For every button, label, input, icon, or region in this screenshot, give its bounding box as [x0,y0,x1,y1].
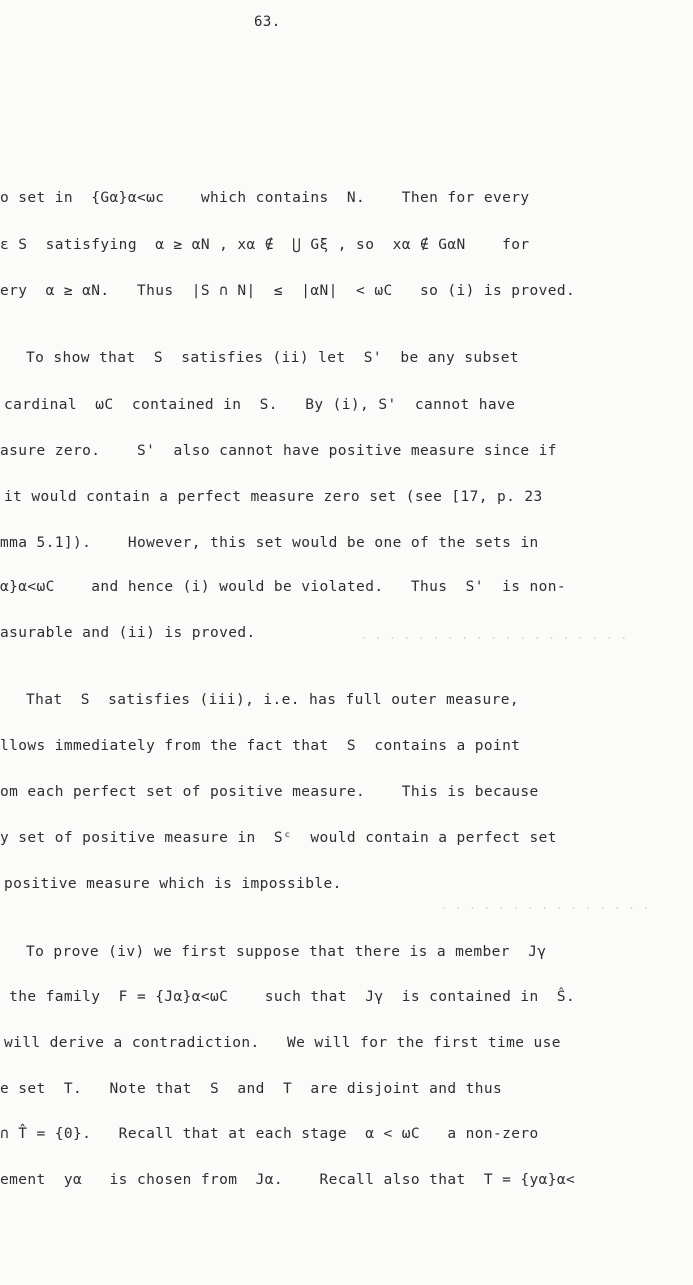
text-line: it would contain a perfect measure zero set (see [17, p. 23 [4,489,543,505]
text-line: the family F = {Jα}α<ωC such that Jγ is contained in Ŝ. [0,989,576,1005]
text-line: ement yα is chosen from Jα. Recall also that T = {yα}α< [0,1172,576,1188]
text-line: ery α ≥ αN. Thus |S ∩ N| ≤ |αN| < ωC so (i) is proved. [0,283,576,299]
text-line: will derive a contradiction. We will for the first time use [4,1035,561,1051]
text-line: llows immediately from the fact that S contains a point [0,738,521,754]
text-line: asurable and (ii) is proved. [0,625,256,641]
text-line: That S satisfies (iii), i.e. has full outer measure, [26,692,520,708]
text-line: ε S satisfying α ≥ αN , xα ∉ ⋃ Gξ , so xα ∉ GαN for [0,237,530,253]
bleed-through-text: . . . . . . . . . . . . . . . . . . . [360,628,628,642]
text-line: mma 5.1]). However, this set would be one of the sets in [0,535,539,551]
text-line: ∩ T̂ = {0}. Recall that at each stage α < ωC a non-zero [0,1126,539,1142]
text-line: To show that S satisfies (ii) let S' be any subset [26,350,520,366]
text-line: α}α<ωC and hence (i) would be violated. Thus S' is non- [0,579,567,595]
text-line: om each perfect set of positive measure. This is because [0,784,539,800]
text-line: y set of positive measure in Sᶜ would contain a perfect set [0,830,557,846]
page-number: 63. [254,14,281,30]
text-line: e set T. Note that S and T are disjoint and thus [0,1081,503,1097]
text-line: o set in {Gα}α<ωc which contains N. Then for every [0,190,530,206]
text-line: positive measure which is impossible. [4,876,342,892]
text-line: To prove (iv) we first suppose that there is a member Jγ [26,944,547,960]
text-line: cardinal ωC contained in S. By (i), S' cannot have [4,397,516,413]
text-line: asure zero. S' also cannot have positive measure since if [0,443,557,459]
bleed-through-text: . . . . . . . . . . . . . . . [440,898,650,912]
